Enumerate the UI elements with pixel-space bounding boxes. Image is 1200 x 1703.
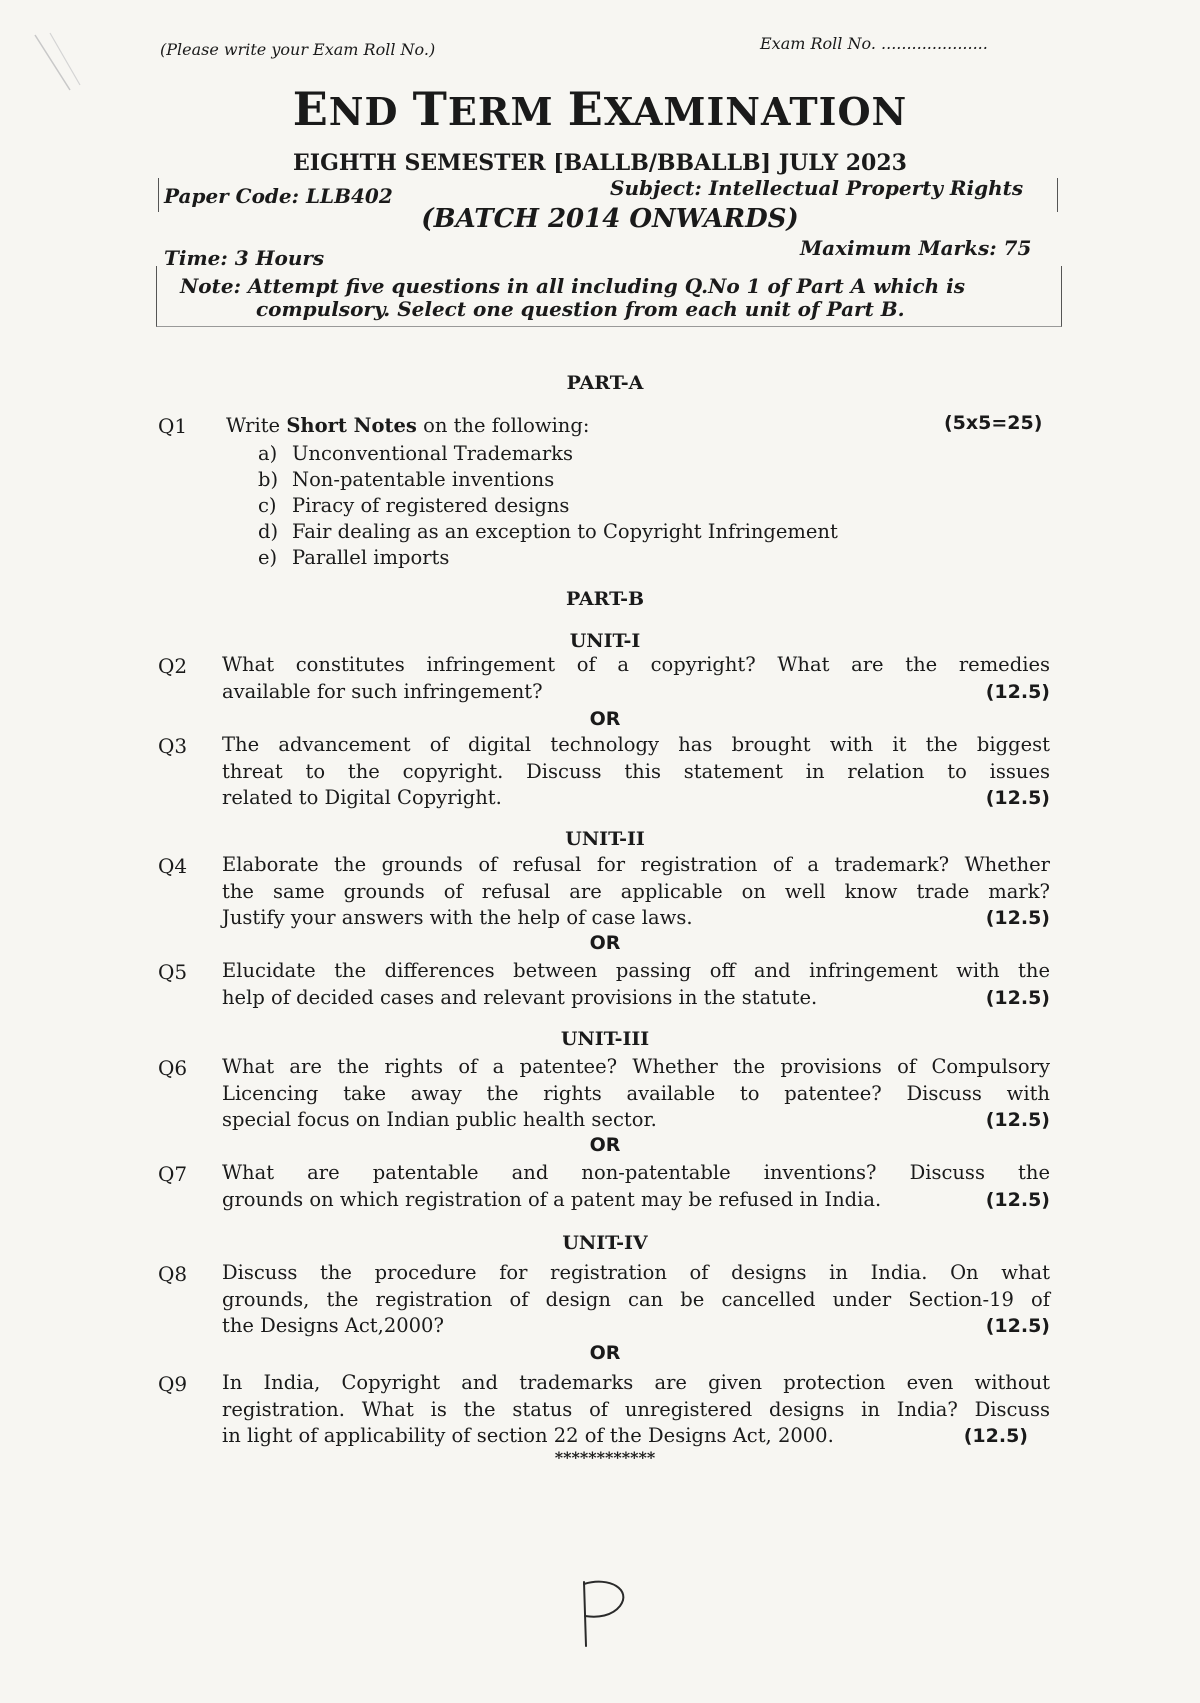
question-marks: (12.5) (985, 1315, 1050, 1337)
exam-roll-number-field: Exam Roll No. ..................... (760, 34, 988, 53)
question-number: Q1 (158, 414, 188, 438)
or-separator: OR (589, 1342, 621, 1364)
question-number: Q2 (158, 654, 188, 678)
semester-line: EIGHTH SEMESTER [BALLB/BBALLB] JULY 2023 (293, 150, 907, 176)
note-line-2: compulsory. Select one question from each unit of Part B. (256, 297, 905, 321)
or-separator: OR (589, 708, 621, 730)
question-number: Q8 (158, 1262, 188, 1286)
question-marks: (12.5) (985, 986, 1050, 1009)
question-number: Q7 (158, 1162, 188, 1186)
list-item: d) Fair dealing as an exception to Copyright Infringement (258, 520, 838, 543)
question-text: Elucidate the differences between passing off and infringement with the help of decided cases and relevant provisions in the statute. (12.5) (222, 958, 1050, 1011)
or-separator: OR (589, 932, 621, 954)
question-marks: (12.5) (985, 680, 1050, 703)
unit-heading: UNIT-II (565, 828, 645, 850)
maximum-marks: Maximum Marks: 75 (800, 236, 1032, 260)
question-number: Q4 (158, 854, 188, 878)
handwritten-p-icon (570, 1578, 640, 1648)
question-marks: (12.5) (985, 1188, 1050, 1211)
question-number: Q6 (158, 1056, 188, 1080)
question-marks: (12.5) (985, 787, 1050, 809)
question-text: What are patentable and non-patentable inventions? Discuss the grounds on which registration of a patent may be refused in India. (12.5) (222, 1160, 1050, 1213)
question-marks: (12.5) (985, 1109, 1050, 1131)
paper-code: Paper Code: LLB402 (164, 184, 393, 208)
roll-number-hint: (Please write your Exam Roll No.) (160, 40, 436, 59)
unit-heading: UNIT-IV (562, 1232, 648, 1254)
question-text: What constitutes infringement of a copyright? What are the remedies available for such infringement? (12.5) (222, 652, 1050, 705)
end-of-paper-stars: ************ (554, 1448, 656, 1467)
part-b-heading: PART-B (565, 588, 645, 610)
list-item: b) Non-patentable inventions (258, 468, 555, 491)
list-item: c) Piracy of registered designs (258, 494, 570, 517)
or-separator: OR (589, 1134, 621, 1156)
question-text: What are the rights of a patentee? Whether the provisions of Compulsory Licencing take away the rights available to patentee? Discuss with special focus on Indian public health sector. (12.5) (222, 1054, 1050, 1134)
exam-time: Time: 3 Hours (164, 246, 325, 270)
question-1-marks: (5x5=25) (944, 412, 1043, 434)
page-title: END TERM EXAMINATION (292, 82, 908, 136)
list-item: e) Parallel imports (258, 546, 450, 569)
question-text: Elaborate the grounds of refusal for registration of a trademark? Whether the same grounds of refusal are applicable on well know trade mark? Justify your answers with the help of case laws. (12.5) (222, 852, 1050, 932)
unit-heading: UNIT-III (560, 1028, 650, 1050)
question-number: Q9 (158, 1372, 188, 1396)
note-line-1: Note: Attempt five questions in all including Q.No 1 of Part A which is (180, 274, 966, 298)
unit-heading: UNIT-I (569, 630, 641, 652)
question-text: The advancement of digital technology has brought with it the biggest threat to the copyright. Discuss this statement in relation to issues related to Digital Copyright. (12.5) (222, 732, 1050, 812)
list-item: a) Unconventional Trademarks (258, 442, 573, 465)
question-number: Q5 (158, 960, 188, 984)
question-marks: (12.5) (985, 907, 1050, 929)
part-a-heading: PART-A (566, 372, 644, 394)
subject: Subject: Intellectual Property Rights (610, 176, 1024, 200)
batch-line: (BATCH 2014 ONWARDS) (421, 204, 799, 234)
question-number: Q3 (158, 734, 188, 758)
question-marks: (12.5) (963, 1425, 1028, 1447)
question-text: Discuss the procedure for registration of designs in India. On what grounds, the registration of design can be cancelled under Section-19 of the Designs Act,2000? (12.5) (222, 1260, 1050, 1340)
question-text: In India, Copyright and trademarks are given protection even without registration. What is the status of unregistered designs in India? Discuss in light of applicability of section 22 of the Designs Act, 2000. (12.5) (222, 1370, 1050, 1450)
question-1-text: Write Short Notes on the following: (226, 414, 590, 437)
